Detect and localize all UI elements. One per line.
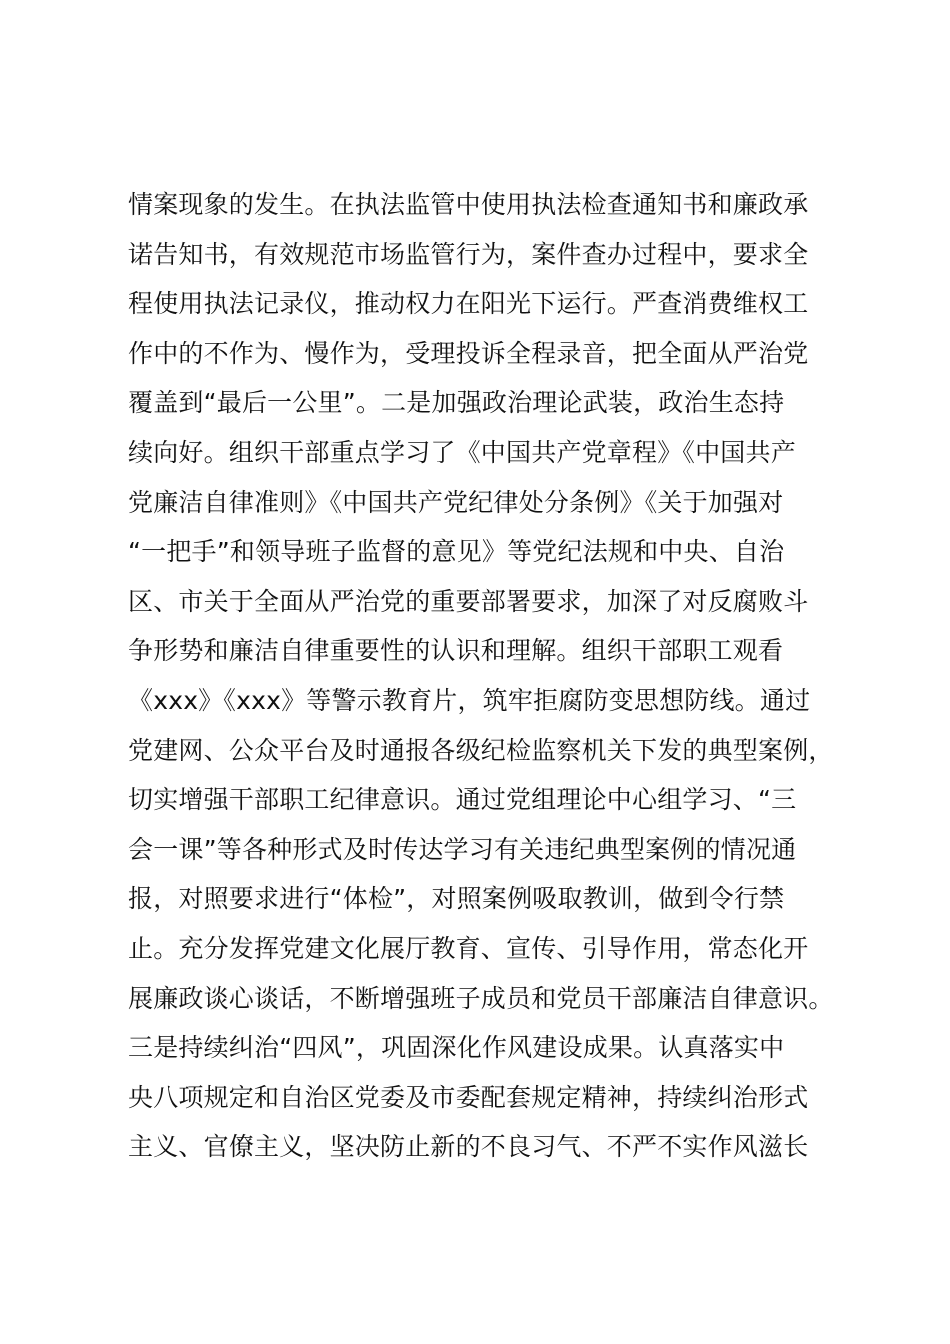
text-line: 续向好。组织干部重点学习了《中国共产党章程》《中国共产 [128,437,796,467]
text-line: 情案现象的发生。在执法监管中使用执法检查通知书和廉政承 [128,190,809,219]
body-paragraph [128,180,868,1172]
text-line: 止。充分发挥党建文化展厅教育、宣传、引导作用，常态化开 [128,933,809,963]
text-line: 覆盖到“最后一公里”。二是加强政治理论武装，政治生态持 [128,388,785,418]
text-line: 作中的不作为、慢作为，受理投诉全程录音，把全面从严治党 [128,338,809,368]
text-line: 展廉政谈心谈话，不断增强班子成员和党员干部廉洁自律意识。 [128,983,834,1013]
text-line: 区、市关于全面从严治党的重要部署要求，加深了对反腐败斗 [128,586,809,616]
text-line: 会一课”等各种形式及时传达学习有关违纪典型案例的情况通 [128,834,797,864]
text-line: 诺告知书，有效规范市场监管行为，案件查办过程中，要求全 [128,239,809,269]
text-line: 争形势和廉洁自律重要性的认识和理解。组织干部职工观看 [128,636,784,666]
text-line: 党廉洁自律准则》《中国共产党纪律处分条例》《关于加强对 [128,487,784,517]
text-line: 《xxx》《xxx》等警示教育片，筑牢拒腐防变思想防线。通过 [128,685,811,715]
text-line: 党建网、公众平台及时通报各级纪检监察机关下发的典型案例， [128,735,834,765]
text-line: 报，对照要求进行“体检”，对照案例吸取教训，做到令行禁 [128,884,785,914]
text-line: “一把手”和领导班子监督的意见》等党纪法规和中央、自治 [128,537,785,567]
text-line: 程使用执法记录仪，推动权力在阳光下运行。严查消费维权工 [128,289,809,319]
text-line: 主义、官僚主义，坚决防止新的不良习气、不严不实作风滋长 [128,1132,809,1162]
text-line: 央八项规定和自治区党委及市委配套规定精神，持续纠治形式 [128,1082,809,1112]
text-line: 三是持续纠治“四风”，巩固深化作风建设成果。认真落实中 [128,1033,785,1063]
text-line: 切实增强干部职工纪律意识。通过党组理论中心组学习、“三 [128,785,797,815]
